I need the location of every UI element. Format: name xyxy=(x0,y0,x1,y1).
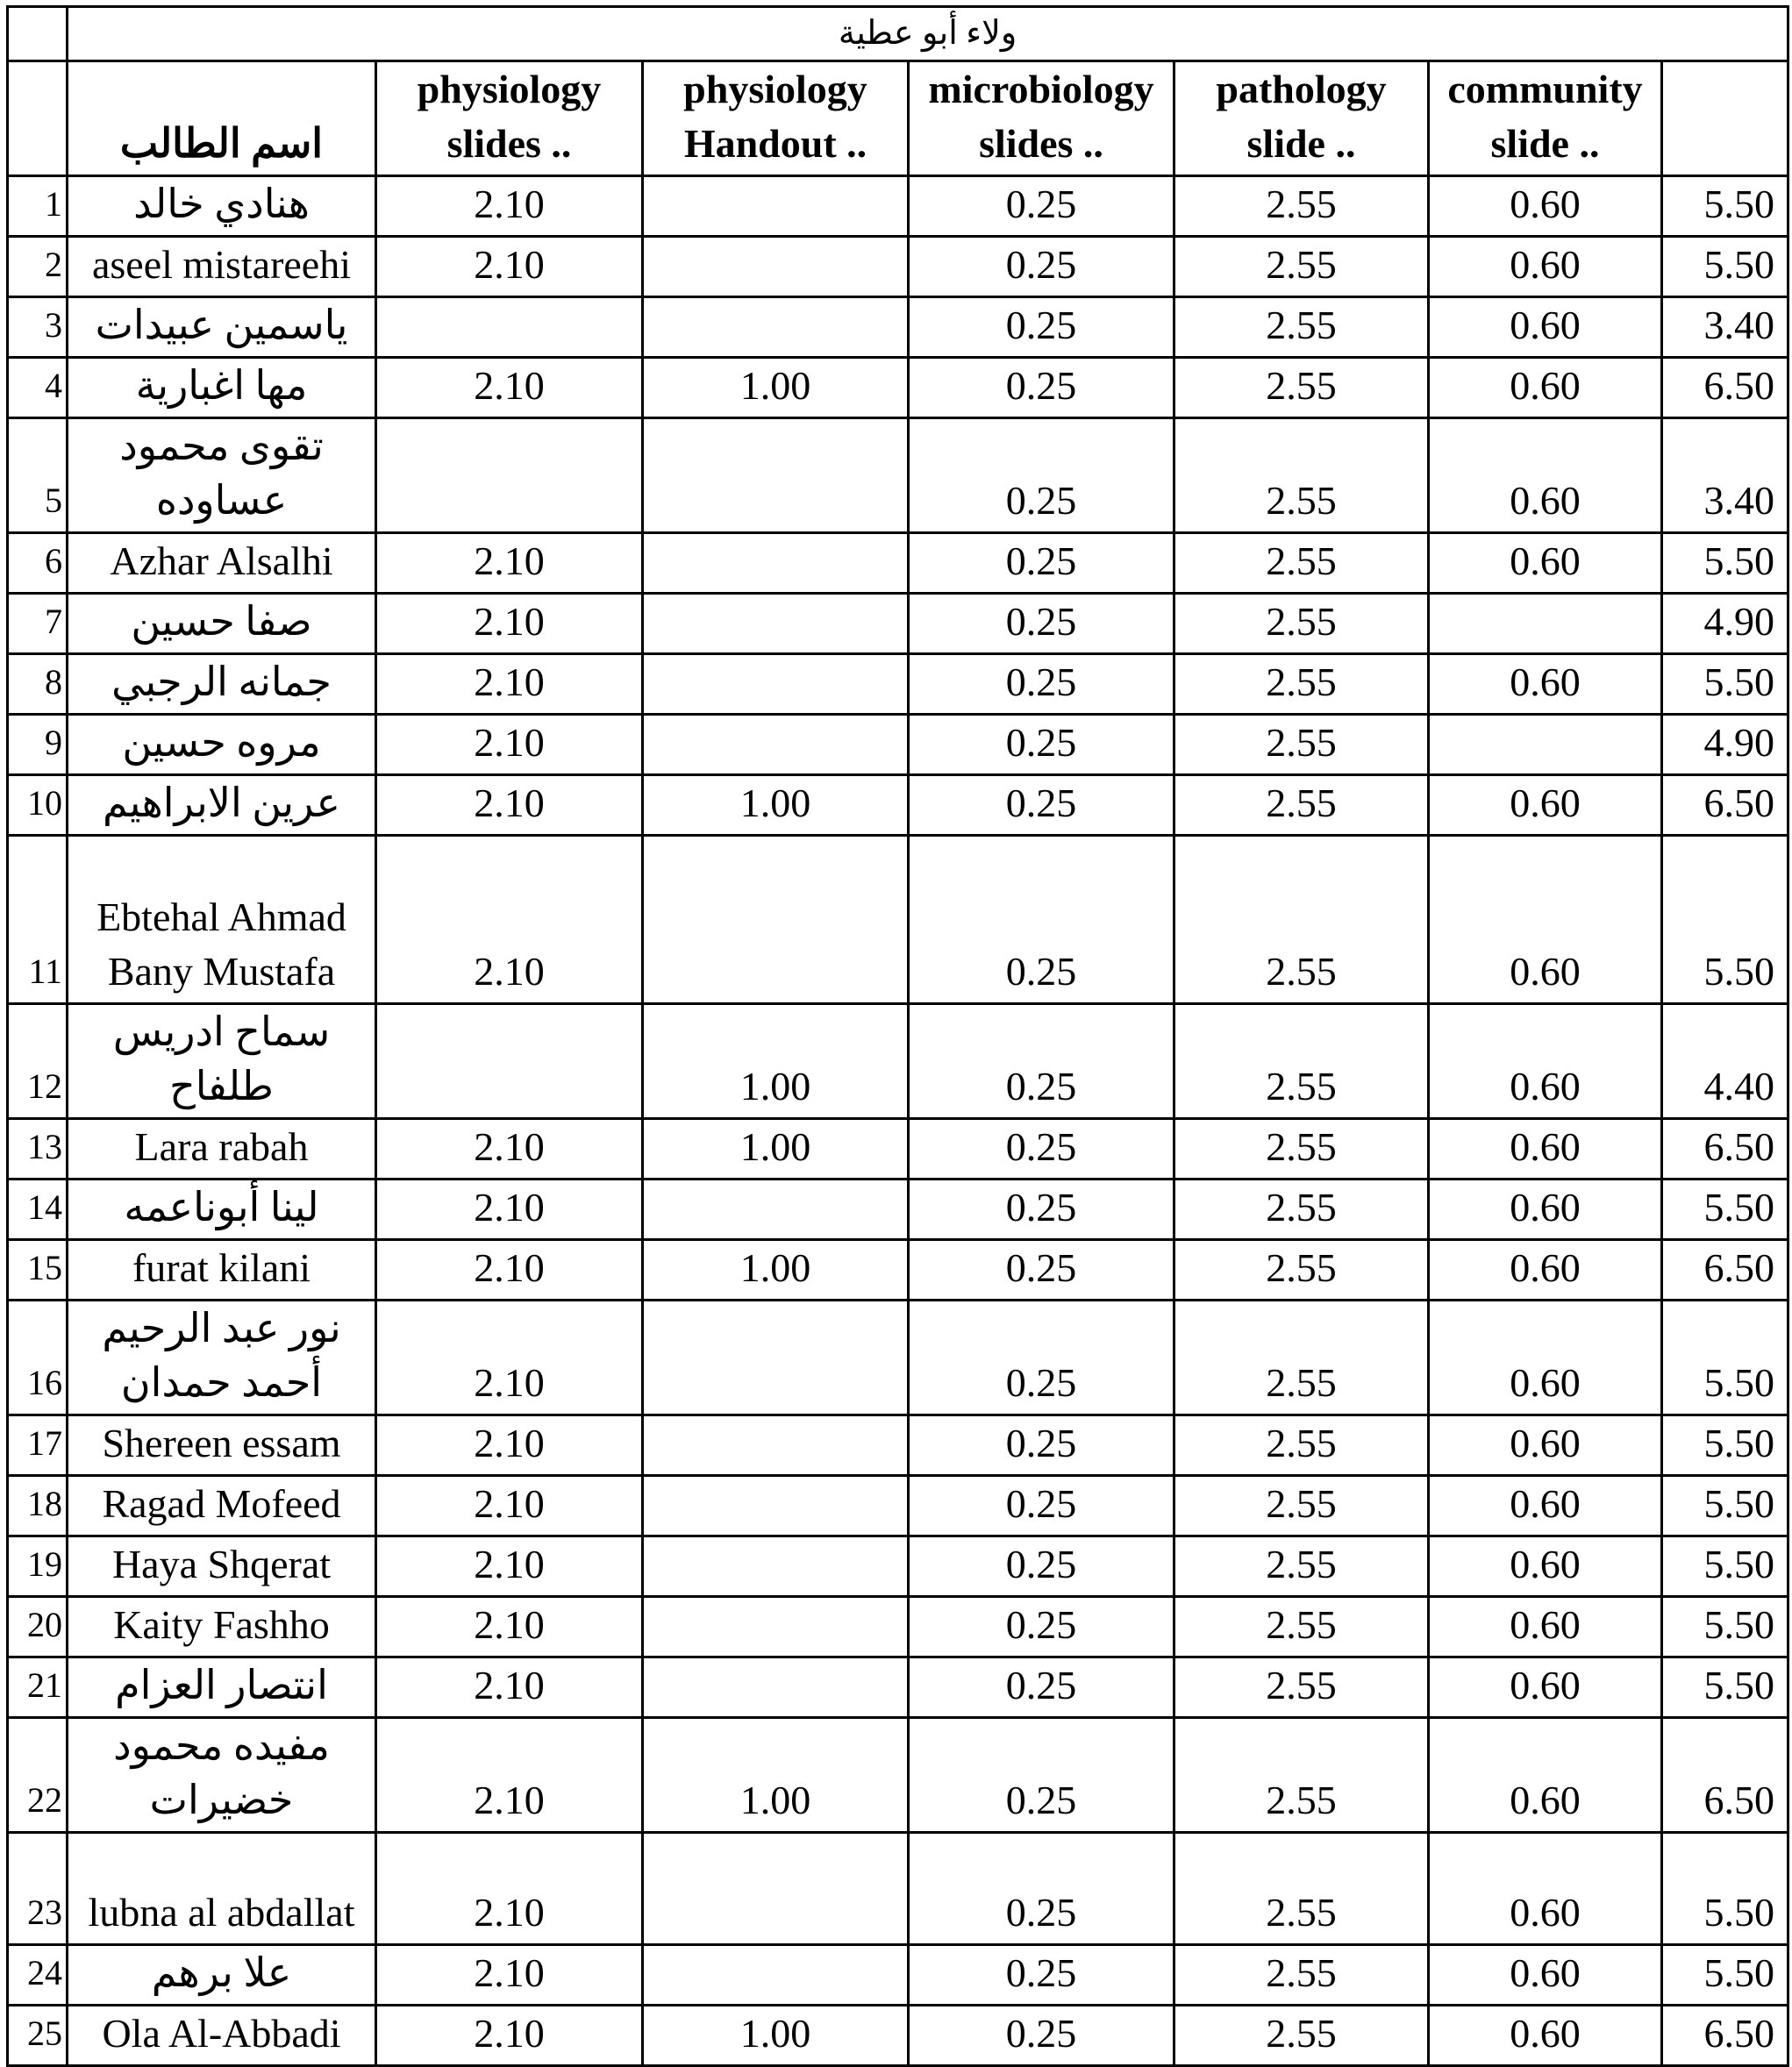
physiology-handout-score xyxy=(643,297,909,358)
header-community-slide-line1: community xyxy=(1447,67,1643,111)
physiology-handout-score xyxy=(643,594,909,654)
microbiology-slides-score: 0.25 xyxy=(909,1718,1174,1833)
community-slide-score xyxy=(1429,594,1662,654)
physiology-handout-score xyxy=(643,1476,909,1536)
total-score: 6.50 xyxy=(1662,358,1788,418)
physiology-slides-score: 2.10 xyxy=(376,2006,643,2066)
physiology-slides-score: 2.10 xyxy=(376,1597,643,1657)
microbiology-slides-score: 0.25 xyxy=(909,1833,1174,1945)
student-name: جمانه الرجبي xyxy=(68,654,376,715)
physiology-slides-score: 2.10 xyxy=(376,1180,643,1240)
total-score: 4.90 xyxy=(1662,594,1788,654)
table-row xyxy=(8,1240,1788,1301)
community-slide-score: 0.60 xyxy=(1429,1415,1662,1476)
table-row xyxy=(8,1301,1788,1415)
row-number: 1 xyxy=(8,176,68,237)
microbiology-slides-score: 0.25 xyxy=(909,1240,1174,1301)
student-name: Lara rabah xyxy=(68,1119,376,1180)
corner-cell xyxy=(8,7,68,61)
student-name: aseel mistareehi xyxy=(68,237,376,297)
physiology-slides-score: 2.10 xyxy=(376,1119,643,1180)
student-name: هنادي خالد xyxy=(68,176,376,237)
student-name: Shereen essam xyxy=(68,1415,376,1476)
row-number: 8 xyxy=(8,654,68,715)
pathology-slide-score: 2.55 xyxy=(1174,1180,1429,1240)
community-slide-score: 0.60 xyxy=(1429,358,1662,418)
total-score: 5.50 xyxy=(1662,1415,1788,1476)
row-number: 5 xyxy=(8,418,68,533)
community-slide-score: 0.60 xyxy=(1429,1945,1662,2006)
physiology-slides-score: 2.10 xyxy=(376,775,643,836)
header-physiology-handout xyxy=(643,61,909,176)
physiology-slides-score: 2.10 xyxy=(376,533,643,594)
total-score: 6.50 xyxy=(1662,1240,1788,1301)
total-score: 5.50 xyxy=(1662,533,1788,594)
row-number: 7 xyxy=(8,594,68,654)
row-number: 2 xyxy=(8,237,68,297)
microbiology-slides-score: 0.25 xyxy=(909,418,1174,533)
physiology-slides-score xyxy=(376,297,643,358)
community-slide-score: 0.60 xyxy=(1429,1119,1662,1180)
header-pathology-slide-line1: pathology xyxy=(1216,67,1387,111)
pathology-slide-score: 2.55 xyxy=(1174,418,1429,533)
row-number: 11 xyxy=(8,836,68,1004)
community-slide-score: 0.60 xyxy=(1429,836,1662,1004)
microbiology-slides-score: 0.25 xyxy=(909,297,1174,358)
pathology-slide-score: 2.55 xyxy=(1174,1597,1429,1657)
header-physiology-handout-line2: Handout .. xyxy=(683,121,867,166)
row-number: 16 xyxy=(8,1301,68,1415)
student-name: عرين الابراهيم xyxy=(68,775,376,836)
pathology-slide-score: 2.55 xyxy=(1174,775,1429,836)
physiology-handout-score: 1.00 xyxy=(643,358,909,418)
pathology-slide-score: 2.55 xyxy=(1174,1415,1429,1476)
community-slide-score: 0.60 xyxy=(1429,176,1662,237)
microbiology-slides-score: 0.25 xyxy=(909,1180,1174,1240)
microbiology-slides-score: 0.25 xyxy=(909,1119,1174,1180)
student-name: Ragad Mofeed xyxy=(68,1476,376,1536)
microbiology-slides-score: 0.25 xyxy=(909,2006,1174,2066)
student-name: lubna al abdallat xyxy=(68,1833,376,1945)
row-number: 6 xyxy=(8,533,68,594)
physiology-handout-score xyxy=(643,1597,909,1657)
row-number: 17 xyxy=(8,1415,68,1476)
table-row xyxy=(8,176,1788,237)
total-score: 5.50 xyxy=(1662,836,1788,1004)
student-name: لينا أبوناعمه xyxy=(68,1180,376,1240)
pathology-slide-score: 2.55 xyxy=(1174,1240,1429,1301)
table-row xyxy=(8,1718,1788,1833)
pathology-slide-score: 2.55 xyxy=(1174,1657,1429,1718)
total-score: 6.50 xyxy=(1662,2006,1788,2066)
microbiology-slides-score: 0.25 xyxy=(909,1657,1174,1718)
microbiology-slides-score: 0.25 xyxy=(909,715,1174,775)
student-name: furat kilani xyxy=(68,1240,376,1301)
community-slide-score: 0.60 xyxy=(1429,1180,1662,1240)
total-score: 6.50 xyxy=(1662,1718,1788,1833)
community-slide-score: 0.60 xyxy=(1429,533,1662,594)
student-name: Ola Al-Abbadi xyxy=(68,2006,376,2066)
physiology-handout-score: 1.00 xyxy=(643,2006,909,2066)
microbiology-slides-score: 0.25 xyxy=(909,358,1174,418)
pathology-slide-score: 2.55 xyxy=(1174,297,1429,358)
physiology-slides-score: 2.10 xyxy=(376,1240,643,1301)
community-slide-score: 0.60 xyxy=(1429,297,1662,358)
physiology-slides-score xyxy=(376,1004,643,1119)
student-name: تقوى محمود عساوده xyxy=(68,418,376,533)
physiology-handout-score: 1.00 xyxy=(643,1240,909,1301)
total-score: 5.50 xyxy=(1662,1657,1788,1718)
table-row xyxy=(8,1476,1788,1536)
community-slide-score: 0.60 xyxy=(1429,1536,1662,1597)
pathology-slide-score: 2.55 xyxy=(1174,533,1429,594)
table-row xyxy=(8,1180,1788,1240)
physiology-slides-score: 2.10 xyxy=(376,358,643,418)
total-score: 3.40 xyxy=(1662,297,1788,358)
physiology-handout-score xyxy=(643,533,909,594)
total-score: 5.50 xyxy=(1662,1301,1788,1415)
community-slide-score: 0.60 xyxy=(1429,1004,1662,1119)
header-microbiology-slides-line2: slides .. xyxy=(979,121,1103,166)
pathology-slide-score: 2.55 xyxy=(1174,594,1429,654)
sheet-title: ولاء أبو عطية xyxy=(68,7,1788,61)
total-score: 5.50 xyxy=(1662,176,1788,237)
total-score: 6.50 xyxy=(1662,1119,1788,1180)
table-row xyxy=(8,1415,1788,1476)
physiology-slides-score: 2.10 xyxy=(376,176,643,237)
microbiology-slides-score: 0.25 xyxy=(909,1945,1174,2006)
physiology-slides-score: 2.10 xyxy=(376,1657,643,1718)
physiology-handout-score: 1.00 xyxy=(643,1004,909,1119)
community-slide-score: 0.60 xyxy=(1429,1597,1662,1657)
microbiology-slides-score: 0.25 xyxy=(909,1536,1174,1597)
student-name: مفيده محمود خضيرات xyxy=(68,1718,376,1833)
row-number: 12 xyxy=(8,1004,68,1119)
header-physiology-slides-line1: physiology xyxy=(417,67,602,111)
community-slide-score: 0.60 xyxy=(1429,1240,1662,1301)
row-number: 23 xyxy=(8,1833,68,1945)
community-slide-score: 0.60 xyxy=(1429,1833,1662,1945)
header-row xyxy=(8,61,1788,176)
table-row xyxy=(8,1004,1788,1119)
header-physiology-handout-line1: physiology xyxy=(683,67,867,111)
physiology-handout-score: 1.00 xyxy=(643,1718,909,1833)
student-name: صفا حسين xyxy=(68,594,376,654)
pathology-slide-score: 2.55 xyxy=(1174,1536,1429,1597)
microbiology-slides-score: 0.25 xyxy=(909,176,1174,237)
pathology-slide-score: 2.55 xyxy=(1174,1718,1429,1833)
total-score: 5.50 xyxy=(1662,654,1788,715)
total-score: 4.90 xyxy=(1662,715,1788,775)
total-score: 5.50 xyxy=(1662,237,1788,297)
student-name: علا برهم xyxy=(68,1945,376,2006)
row-number: 25 xyxy=(8,2006,68,2066)
student-name: Ebtehal Ahmad Bany Mustafa xyxy=(68,836,376,1004)
physiology-handout-score xyxy=(643,1833,909,1945)
student-name: ياسمين عبيدات xyxy=(68,297,376,358)
header-physiology-slides-line2: slides .. xyxy=(446,121,572,166)
header-physiology-slides xyxy=(376,61,643,176)
pathology-slide-score: 2.55 xyxy=(1174,1004,1429,1119)
microbiology-slides-score: 0.25 xyxy=(909,1597,1174,1657)
community-slide-score: 0.60 xyxy=(1429,1718,1662,1833)
header-index-cell xyxy=(8,61,68,176)
student-name: Kaity Fashho xyxy=(68,1597,376,1657)
total-score: 5.50 xyxy=(1662,1597,1788,1657)
table-row xyxy=(8,836,1788,1004)
grades-table xyxy=(6,5,1789,2067)
table-row xyxy=(8,594,1788,654)
pathology-slide-score: 2.55 xyxy=(1174,1476,1429,1536)
table-row xyxy=(8,715,1788,775)
physiology-handout-score xyxy=(643,237,909,297)
table-row xyxy=(8,2006,1788,2066)
microbiology-slides-score: 0.25 xyxy=(909,1476,1174,1536)
physiology-handout-score xyxy=(643,1536,909,1597)
header-total xyxy=(1662,61,1788,176)
row-number: 4 xyxy=(8,358,68,418)
physiology-handout-score xyxy=(643,1301,909,1415)
row-number: 20 xyxy=(8,1597,68,1657)
table-row xyxy=(8,1657,1788,1718)
microbiology-slides-score: 0.25 xyxy=(909,654,1174,715)
microbiology-slides-score: 0.25 xyxy=(909,1415,1174,1476)
physiology-slides-score: 2.10 xyxy=(376,836,643,1004)
physiology-slides-score: 2.10 xyxy=(376,237,643,297)
physiology-handout-score xyxy=(643,418,909,533)
physiology-handout-score: 1.00 xyxy=(643,1119,909,1180)
table-row xyxy=(8,533,1788,594)
pathology-slide-score: 2.55 xyxy=(1174,836,1429,1004)
physiology-slides-score: 2.10 xyxy=(376,1301,643,1415)
physiology-slides-score: 2.10 xyxy=(376,1476,643,1536)
total-score: 5.50 xyxy=(1662,1476,1788,1536)
physiology-handout-score xyxy=(643,715,909,775)
physiology-slides-score: 2.10 xyxy=(376,1718,643,1833)
row-number: 19 xyxy=(8,1536,68,1597)
total-score: 3.40 xyxy=(1662,418,1788,533)
row-number: 18 xyxy=(8,1476,68,1536)
header-pathology-slide-line2: slide .. xyxy=(1246,121,1356,166)
microbiology-slides-score: 0.25 xyxy=(909,533,1174,594)
community-slide-score: 0.60 xyxy=(1429,1301,1662,1415)
total-score: 5.50 xyxy=(1662,1180,1788,1240)
student-name: نور عبد الرحيم أحمد حمدان xyxy=(68,1301,376,1415)
community-slide-score: 0.60 xyxy=(1429,1476,1662,1536)
table-row xyxy=(8,654,1788,715)
physiology-handout-score xyxy=(643,1657,909,1718)
physiology-slides-score: 2.10 xyxy=(376,1415,643,1476)
pathology-slide-score: 2.55 xyxy=(1174,2006,1429,2066)
physiology-handout-score xyxy=(643,1415,909,1476)
header-community-slide xyxy=(1429,61,1662,176)
row-number: 10 xyxy=(8,775,68,836)
physiology-slides-score: 2.10 xyxy=(376,594,643,654)
pathology-slide-score: 2.55 xyxy=(1174,1945,1429,2006)
total-score: 6.50 xyxy=(1662,775,1788,836)
physiology-slides-score xyxy=(376,418,643,533)
table-row xyxy=(8,1536,1788,1597)
total-score: 5.50 xyxy=(1662,1945,1788,2006)
physiology-slides-score: 2.10 xyxy=(376,1833,643,1945)
physiology-handout-score xyxy=(643,1180,909,1240)
table-row xyxy=(8,1597,1788,1657)
row-number: 15 xyxy=(8,1240,68,1301)
row-number: 21 xyxy=(8,1657,68,1718)
total-score: 4.40 xyxy=(1662,1004,1788,1119)
community-slide-score: 0.60 xyxy=(1429,2006,1662,2066)
pathology-slide-score: 2.55 xyxy=(1174,1301,1429,1415)
table-row xyxy=(8,297,1788,358)
table-row xyxy=(8,1833,1788,1945)
header-microbiology-slides-line1: microbiology xyxy=(928,67,1154,111)
pathology-slide-score: 2.55 xyxy=(1174,237,1429,297)
physiology-handout-score xyxy=(643,176,909,237)
microbiology-slides-score: 0.25 xyxy=(909,1004,1174,1119)
community-slide-score: 0.60 xyxy=(1429,237,1662,297)
student-name: Haya Shqerat xyxy=(68,1536,376,1597)
community-slide-score: 0.60 xyxy=(1429,418,1662,533)
physiology-slides-score: 2.10 xyxy=(376,715,643,775)
header-microbiology-slides xyxy=(909,61,1174,176)
pathology-slide-score: 2.55 xyxy=(1174,176,1429,237)
row-number: 14 xyxy=(8,1180,68,1240)
title-row xyxy=(8,7,1788,61)
community-slide-score: 0.60 xyxy=(1429,654,1662,715)
header-student-name: اسم الطالب xyxy=(68,61,376,176)
row-number: 13 xyxy=(8,1119,68,1180)
microbiology-slides-score: 0.25 xyxy=(909,775,1174,836)
table-row xyxy=(8,1945,1788,2006)
total-score: 5.50 xyxy=(1662,1833,1788,1945)
row-number: 9 xyxy=(8,715,68,775)
student-name: مها اغبارية xyxy=(68,358,376,418)
student-name: سماح ادريس طلفاح xyxy=(68,1004,376,1119)
total-score: 5.50 xyxy=(1662,1536,1788,1597)
student-name: Azhar Alsalhi xyxy=(68,533,376,594)
pathology-slide-score: 2.55 xyxy=(1174,1119,1429,1180)
microbiology-slides-score: 0.25 xyxy=(909,594,1174,654)
pathology-slide-score: 2.55 xyxy=(1174,715,1429,775)
physiology-handout-score: 1.00 xyxy=(643,775,909,836)
row-number: 22 xyxy=(8,1718,68,1833)
table-row xyxy=(8,358,1788,418)
pathology-slide-score: 2.55 xyxy=(1174,1833,1429,1945)
header-pathology-slide xyxy=(1174,61,1429,176)
community-slide-score: 0.60 xyxy=(1429,775,1662,836)
table-row xyxy=(8,418,1788,533)
microbiology-slides-score: 0.25 xyxy=(909,237,1174,297)
physiology-slides-score: 2.10 xyxy=(376,654,643,715)
student-name: مروه حسين xyxy=(68,715,376,775)
physiology-slides-score: 2.10 xyxy=(376,1945,643,2006)
pathology-slide-score: 2.55 xyxy=(1174,358,1429,418)
physiology-handout-score xyxy=(643,1945,909,2006)
community-slide-score xyxy=(1429,715,1662,775)
table-row xyxy=(8,1119,1788,1180)
pathology-slide-score: 2.55 xyxy=(1174,654,1429,715)
student-name: انتصار العزام xyxy=(68,1657,376,1718)
microbiology-slides-score: 0.25 xyxy=(909,1301,1174,1415)
physiology-handout-score xyxy=(643,654,909,715)
microbiology-slides-score: 0.25 xyxy=(909,836,1174,1004)
row-number: 24 xyxy=(8,1945,68,2006)
physiology-slides-score: 2.10 xyxy=(376,1536,643,1597)
physiology-handout-score xyxy=(643,836,909,1004)
table-row xyxy=(8,775,1788,836)
table-row xyxy=(8,237,1788,297)
community-slide-score: 0.60 xyxy=(1429,1657,1662,1718)
row-number: 3 xyxy=(8,297,68,358)
header-community-slide-line2: slide .. xyxy=(1490,121,1600,166)
